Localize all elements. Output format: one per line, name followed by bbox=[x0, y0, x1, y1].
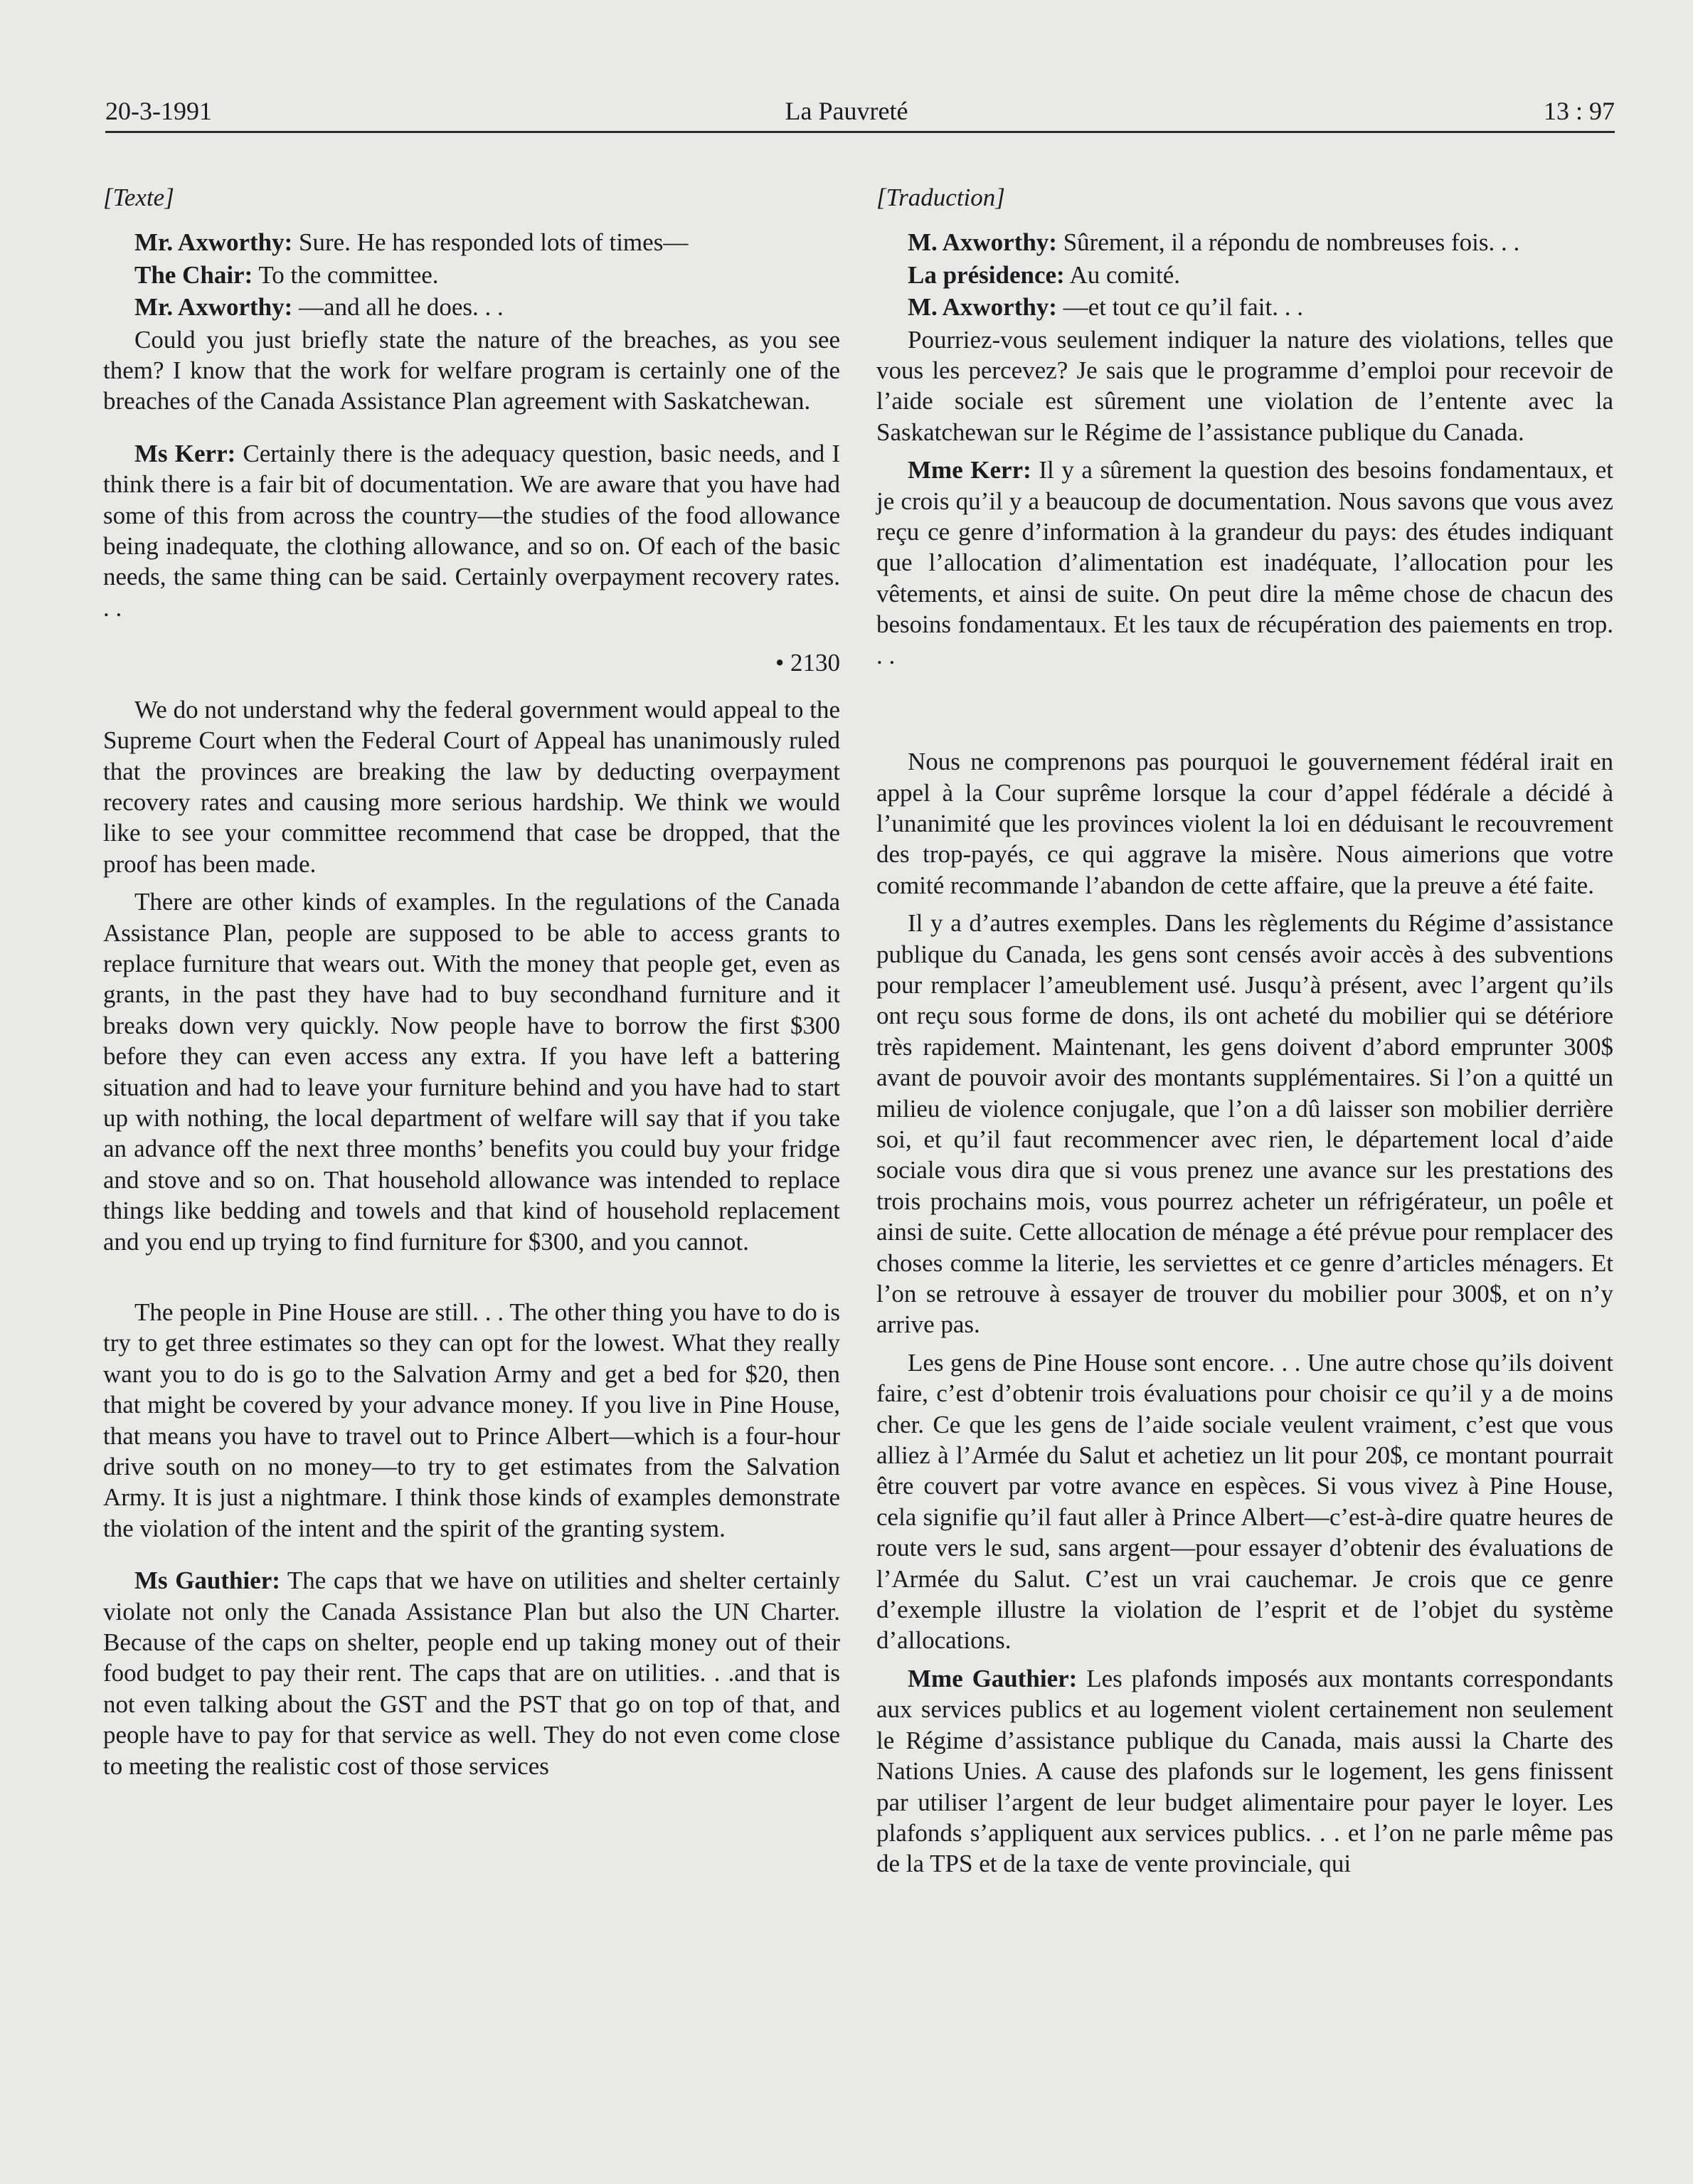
paragraph bbox=[103, 438, 840, 623]
paragraph bbox=[103, 292, 840, 322]
paragraph bbox=[103, 227, 840, 258]
column-tag-text: Texte bbox=[112, 184, 165, 211]
speech: Au comité. bbox=[1064, 260, 1181, 289]
paragraph: Nous ne comprenons pas pourquoi le gouvernement fédéral irait en appel à la Cour suprême lorsque la cour d’appel fédérale a décidé à l’unanimité que les provinces violent la loi en déduisant le recouvrement des trop-payés, ce qui aggrave la misère. Nous aimerions que votre comité recommande l’abandon de cette affaire, que la preuve a été faite. bbox=[876, 748, 1613, 899]
speech: The caps that we have on utilities and shelter certainly violate not only the Canada Assistance Plan but also the UN Charter. Because of the caps on shelter, people end up taking money out of their food budget to pay their rent. The caps that are on utilities. . .and that is not even talking about the GST and the PST that go on top of that, and people have to pay for that service as well. They do not even come close to meeting the realistic cost of those services bbox=[103, 1567, 840, 1780]
speech: Les plafonds imposés aux montants correspondants aux services publics et au logement violent certainement non seulement le Régime d’assistance publique du Canada, mais aussi la Charte des Nations Unies. A cause des plafonds sur le logement, les gens finissent par utiliser l’argent de leur budget alimentaire pour payer le loyer. Les plafonds s’appliquent aux services publics. . . et l’on ne parle même pas de la TPS et de la taxe de vente provinciale, qui bbox=[876, 1664, 1613, 1878]
speaker: Mme Gauthier: bbox=[908, 1664, 1078, 1692]
paragraph: Les gens de Pine House sont encore. . . Une autre chose qu’ils doivent faire, c’est d’obtenir trois évaluations pour choisir ce qu’il y a de moins cher. Ce que les gens de l’aide sociale veulent vraiment, c’est que vous alliez à l’Armée du Salut et achetiez un lit pour 20$, ce montant pourrait être couvert par votre avance en espèces. Si vous vivez à Pine House, cela signifie qu’il faut aller à Prince Albert—c’est-à-dire quatre heures de route vers le sud, sans argent—pour essayer d’obtenir des évaluations de l’Armée du Salut. C’est un vrai cauchemar. Je crois que ce genre d’exemple illustre la violation de l’esprit et de l’objet du système d’allocations. bbox=[876, 1348, 1613, 1655]
time-marker: • 2130 bbox=[775, 649, 840, 677]
speaker: The Chair: bbox=[134, 260, 253, 289]
paragraph: We do not understand why the federal government would appeal to the Supreme Court when the Federal Court of Appeal has unanimously ruled that the provinces are breaking the law by deducting overpayment recovery rates and causing more serious hardship. We think we would like to see your committee recommend that case be dropped, that the proof has been made. bbox=[103, 695, 840, 878]
speech: Certainly there is the adequacy question, basic needs, and I think there is a fair bit of documentation. We are aware that you have had some of this from across the country—the studies of the food allowance being inadequate, the clothing allowance, and so on. Of each of the basic needs, the same thing can be said. Certainly overpayment recovery rates. . . bbox=[103, 439, 840, 622]
speaker: La présidence: bbox=[908, 260, 1065, 289]
speech: Sure. He has responded lots of times— bbox=[292, 228, 689, 257]
speaker: Ms Gauthier: bbox=[134, 1567, 280, 1595]
paragraph bbox=[876, 260, 1613, 290]
paragraph bbox=[876, 455, 1613, 671]
header-rule bbox=[105, 131, 1615, 133]
speaker: Mr. Axworthy: bbox=[134, 293, 293, 322]
speech: To the committee. bbox=[253, 260, 439, 289]
header-page-number: 13 : 97 bbox=[1543, 97, 1615, 125]
column-tag-text: Traduction bbox=[886, 184, 996, 211]
speaker: M. Axworthy: bbox=[908, 228, 1057, 257]
speech: Sûrement, il a répondu de nombreuses fois. . . bbox=[1056, 228, 1520, 257]
header-date: 20-3-1991 bbox=[105, 97, 212, 125]
column-french bbox=[876, 182, 1613, 1887]
speech: —et tout ce qu’il fait. . . bbox=[1056, 293, 1303, 322]
paragraph: Il y a d’autres exemples. Dans les règlements du Régime d’assistance publique du Canada, les gens sont censés avoir accès à des subventions pour remplacer l’ameublement usé. Jusqu’à présent, avec l’argent qu’ils ont reçu sous forme de dons, ils ont acheté du mobilier qui se détériore très rapidement. Maintenant, les gens doivent d’abord emprunter 300$ avant de pouvoir avoir des montants supplémentaires. Si l’on a quitté un milieu de violence conjugale, que l’on a dû laisser son mobilier derrière soi, et qu’il faut recommencer avec rien, le département local d’aide sociale vous dira que si vous prenez une avance sur les prestations des trois prochains mois, vous pourrez acheter un réfrigérateur, un poêle et ainsi de suite. Cette allocation de ménage a été prévue pour remplacer des choses comme la literie, les serviettes et ce genre d’articles ménagers. Et l’on se retrouve à essayer de trouver du mobilier pour 300$, et on n’y arrive pas. bbox=[876, 909, 1613, 1339]
paragraph bbox=[103, 1565, 840, 1781]
paragraph bbox=[876, 292, 1613, 322]
speaker: M. Axworthy: bbox=[908, 293, 1057, 322]
speaker: Ms Kerr: bbox=[134, 439, 236, 467]
paragraph: There are other kinds of examples. In the regulations of the Canada Assistance Plan, people are supposed to be able to access grants to replace furniture that wears out. With the money that people get, even as grants, in the past they have had to buy secondhand furniture and it breaks down very quickly. Now people have to borrow the first $300 before they can even access any extra. If you have left a battering situation and had to leave your furniture behind and you have had to start up with nothing, the local department of welfare will say that if you take an advance off the next three months’ benefits you could buy your fridge and stove and so on. That household allowance was intended to replace things like bedding and towels and that kind of household replacement and you end up trying to find furniture for $300, and you cannot. bbox=[103, 888, 840, 1256]
speaker: Mr. Axworthy: bbox=[134, 228, 293, 257]
header-title: La Pauvreté bbox=[785, 97, 908, 125]
paragraph: The people in Pine House are still. . . The other thing you have to do is try to get three estimates so they can opt for the lowest. What they really want you to do is go to the Salvation Army and get a bed for $20, then that might be covered by your advance money. If you live in Pine House, that means you have to travel out to Prince Albert—which is a four-hour drive south on no money—to try to get estimates from the Salvation Army. It is just a nightmare. I think those kinds of examples demonstrate the violation of the intent and the spirit of the granting system. bbox=[103, 1298, 840, 1542]
paragraph bbox=[103, 260, 840, 290]
speech: —and all he does. . . bbox=[292, 293, 504, 322]
paragraph bbox=[876, 1663, 1613, 1880]
paragraph bbox=[876, 227, 1613, 258]
paragraph: Pourriez-vous seulement indiquer la nature des violations, telles que vous les percevez? Je sais que le programme d’emploi pour recevoir de l’aide sociale est sûrement une violation de l’entente avec la Saskatchewan sur le Régime de l’assistance publique du Canada. bbox=[876, 325, 1613, 446]
column-english bbox=[103, 182, 840, 1788]
column-spacer bbox=[876, 678, 1613, 746]
speaker: Mme Kerr: bbox=[908, 456, 1031, 484]
column-tag: [Traduction] bbox=[876, 184, 1005, 211]
column-tag: [Texte] bbox=[103, 184, 174, 211]
paragraph: Could you just briefly state the nature of the breaches, as you see them? I know that the work for welfare program is certainly one of the breaches of the Canada Assistance Plan agreement with Saskatchewan. bbox=[103, 325, 840, 415]
speech: Il y a sûrement la question des besoins fondamentaux, et je crois qu’il y a beaucoup de documentation. Nous savons que vous avez reçu ce genre d’information à la grandeur du pays: des études indiquant que l’allocation d’alimentation est inadéquate, l’allocation pour les vêtements, et ainsi de suite. On peut dire la même chose de chacun des besoins fondamentaux. Et les taux de récupération des paiements en trop. . . bbox=[876, 456, 1613, 669]
